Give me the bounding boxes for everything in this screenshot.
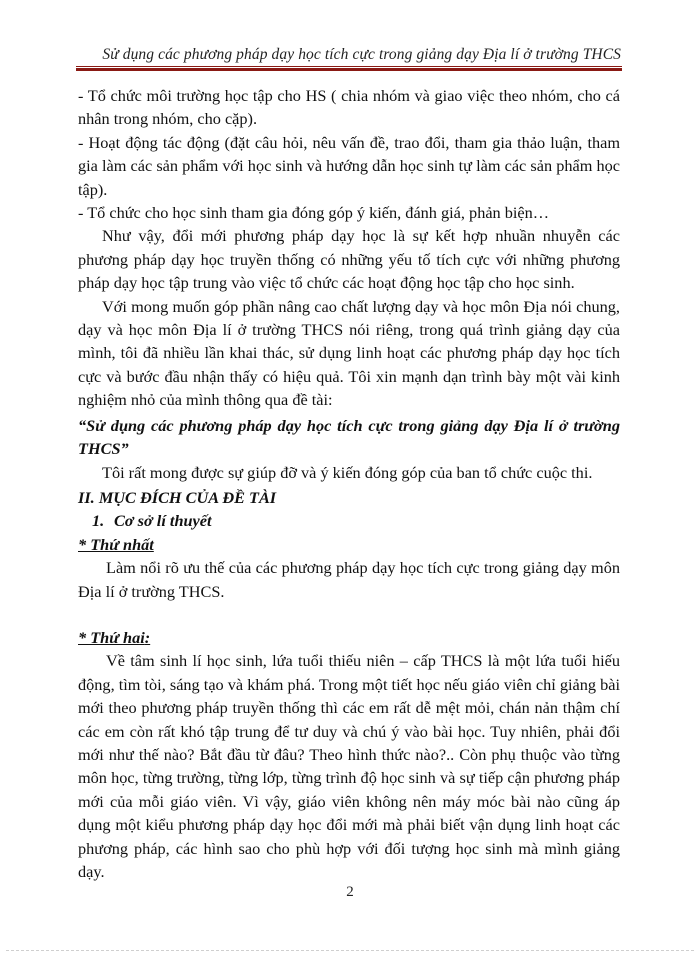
subsection-title: Cơ sở lí thuyết: [114, 511, 212, 531]
page-bottom-border: [6, 950, 694, 951]
first-paragraph: Làm nổi rõ ưu thế của các phương pháp dạy học tích cực trong giảng dạy môn Địa lí ở trường THCS.: [78, 558, 620, 601]
page-number: 2: [346, 884, 354, 900]
paragraph-bullet-1: - Tổ chức môi trường học tập cho HS ( chia nhóm và giao việc theo nhóm, cho cá nhân trong nhóm, cho cặp).: [78, 86, 620, 129]
second-label-suffix: :: [144, 627, 151, 647]
header-rule-thin: [76, 66, 622, 67]
first-label: * Thứ nhất: [78, 534, 154, 554]
second-paragraph: Về tâm sinh lí học sinh, lứa tuổi thiếu niên – cấp THCS là một lứa tuổi hiếu động, tìm tòi, sáng tạo và khám phá. Trong một tiết học nếu giáo viên chỉ giảng bài mới theo phương pháp truyền thống thì các em rất dễ mệt mỏi, chán nản thậm chí các em còn rất khó tập trung để tư duy và chú ý vào bài học. Tuy nhiên, phải đổi mới như thế nào? Bắt đầu từ đâu? Theo hình thức nào?.. Còn phụ thuộc vào từng môn học, từng trường, từng lớp, từng trình độ học sinh và sự tiếp cận phương pháp mới của mỗi giáo viên. Vì vậy, giáo viên không nên máy móc bài nào cũng áp dụng một kiểu phương pháp dạy học đổi mới mà phải biết vận dụng linh hoạt các phương pháp, các hình sao cho phù hợp với đối tượng học sinh mà mình giảng dạy.: [78, 651, 620, 881]
header-rule-thick: [76, 68, 622, 71]
paragraph-bullet-3: - Tổ chức cho học sinh tham gia đóng góp ý kiến, đánh giá, phản biện…: [78, 203, 550, 223]
subsection-number: 1.: [92, 511, 105, 531]
page-header-title: Sử dụng các phương pháp dạy học tích cực trong giảng dạy Địa lí ở trường THCS: [102, 46, 621, 63]
topic-title-quote: “Sử dụng các phương pháp dạy học tích cực trong giảng dạy Địa lí ở trường THCS”: [78, 415, 620, 459]
second-label-line: [78, 626, 620, 649]
document-body: [78, 84, 620, 883]
subsection-heading: [78, 509, 620, 532]
paragraph-bullet-2: - Hoạt động tác động (đặt câu hỏi, nêu vấn đề, trao đổi, tham gia thảo luận, tham gia làm các sản phẩm với học sinh và hướng dẫn học sinh tự làm các sản phẩm học tập).: [78, 132, 620, 199]
second-label-text: * Thứ hai: [78, 627, 145, 647]
paragraph-thanks: Tôi rất mong được sự giúp đỡ và ý kiến đóng góp của ban tổ chức cuộc thi.: [102, 462, 593, 482]
second-label: [78, 628, 150, 647]
paragraph-motivation: Với mong muốn góp phần nâng cao chất lượng dạy và học môn Địa nói chung, dạy và học môn Địa lí ở trường THCS nói riêng, trong quá trình giảng dạy của mình, tôi đã nhiều lần khai thác, sử dụng linh hoạt các phương pháp dạy học tích cực và bước đầu nhận thấy có hiệu quả. Tôi xin mạnh dạn trình bày một vài kinh nghiệm nhỏ của mình thông qua đề tài:: [78, 296, 620, 410]
paragraph-summary: Như vậy, đổi mới phương pháp dạy học là sự kết hợp nhuần nhuyễn các phương pháp dạy học truyền thống có những yếu tố tích cực với những phương pháp dạy học tập trung vào việc tổ chức các hoạt động học tập cho học sinh.: [78, 226, 620, 293]
blank-line: [78, 603, 620, 626]
section-heading: II. MỤC ĐÍCH CỦA ĐỀ TÀI: [78, 487, 277, 507]
first-label-line: [78, 533, 620, 556]
